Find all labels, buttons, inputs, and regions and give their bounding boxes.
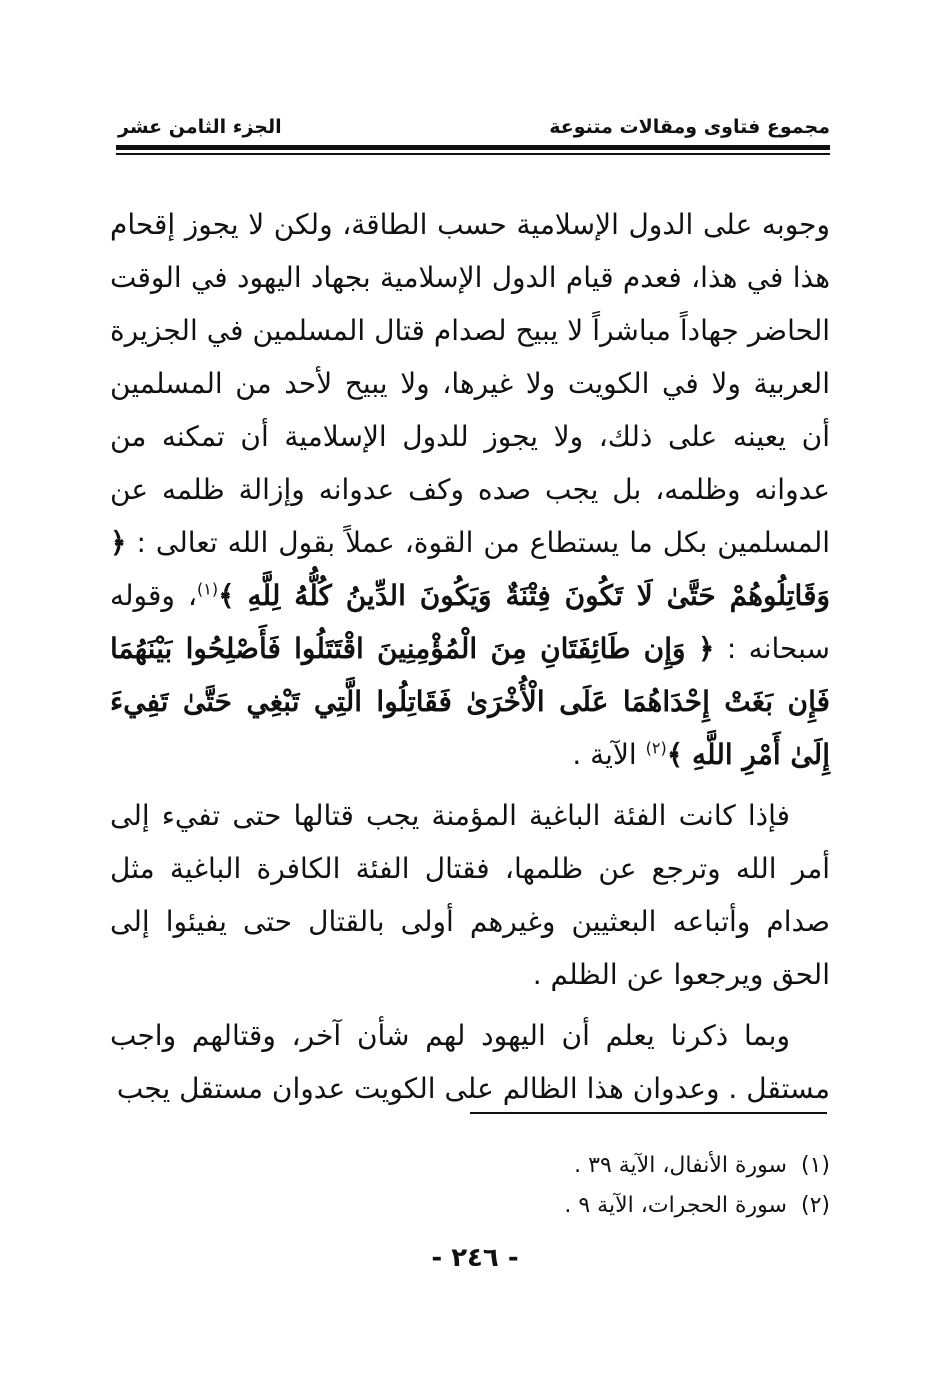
quran-verse-1: وَقَاتِلُوهُمْ حَتَّىٰ لَا تَكُونَ فِتْنَةٌ وَيَكُونَ الدِّينُ كُلُّهُ لِلَّهِ bbox=[247, 579, 830, 612]
page-number: - ٢٤٦ - bbox=[431, 1243, 519, 1273]
header-rule-thin bbox=[116, 153, 830, 155]
footnote-1 bbox=[230, 1146, 830, 1186]
running-header bbox=[118, 112, 830, 148]
paragraph-1-text-c: الآية . bbox=[572, 738, 637, 771]
header-rule-thick bbox=[116, 145, 830, 150]
footnotes bbox=[230, 1146, 830, 1226]
main-text bbox=[110, 198, 830, 1115]
footnote-1-number: (١) bbox=[800, 1153, 830, 1178]
footnote-2 bbox=[230, 1186, 830, 1226]
volume-label: الجزء الثامن عشر bbox=[118, 116, 282, 138]
book-title: مجموع فتاوى ومقالات متنوعة bbox=[549, 116, 830, 138]
paragraph-1 bbox=[110, 198, 830, 781]
footnote-ref-2: (٢) bbox=[645, 738, 667, 758]
paragraph-2: فإذا كانت الفئة الباغية المؤمنة يجب قتالها حتى تفيء إلى أمر الله وترجع عن ظلمها، فقتال الفئة الكافرة الباغية مثل صدام وأتباعه البعثيين وغيرهم أولى بالقتال حتى يفيئوا إلى الحق ويرجعوا عن الظلم . bbox=[110, 799, 830, 991]
quran-brace-close: ﴾ bbox=[218, 579, 235, 612]
paragraph-1-text-b: ، وقوله سبحانه : bbox=[110, 579, 830, 665]
footnote-separator bbox=[470, 1112, 827, 1114]
quran-brace-close-2: ﴾ bbox=[666, 738, 684, 771]
paragraph-1-text-a: وجوبه على الدول الإسلامية حسب الطاقة، ولكن لا يجوز إقحام هذا في هذا، فعدم قيام الدول الإسلامية بجهاد اليهود في الوقت الحاضر جهاداً مباشراً لا يبيح لصدام قتال المسلمين في الجزيرة العربية ولا في الكويت ولا غيرها، ولا يبيح لأحد من المسلمين أن يعينه على ذلك، ولا يجوز للدول الإسلامية أن تمكنه من عدوانه وظلمه، بل يجب صده وكف عدوانه وإزالة ظلمه عن المسلمين بكل ما يستطاع من القوة، عملاً بقول الله تعالى : bbox=[110, 208, 831, 559]
footnote-ref-1: (١) bbox=[197, 579, 219, 599]
quran-verse-2: وَإِن طَائِفَتَانِ مِنَ الْمُؤْمِنِينَ اقْتَتَلُوا فَأَصْلِحُوا بَيْنَهُمَا فَإِن بَغَتْ إِحْدَاهُمَا عَلَى الْأُخْرَىٰ فَقَاتِلُوا الَّتِي تَبْغِي حَتَّىٰ تَفِيءَ إِلَىٰ أَمْرِ اللَّهِ bbox=[110, 632, 830, 771]
footnote-2-number: (٢) bbox=[800, 1193, 830, 1218]
footnote-1-text: سورة الأنفال، الآية ٣٩ . bbox=[574, 1153, 787, 1178]
quran-brace-open: ﴿ bbox=[110, 526, 127, 559]
paragraph-3: وبما ذكرنا يعلم أن اليهود لهم شأن آخر، وقتالهم واجب مستقل . وعدوان هذا الظالم على الكويت عدوان مستقل يجب bbox=[110, 1019, 830, 1105]
quran-brace-open-2: ﴿ bbox=[697, 632, 715, 665]
footnote-2-text: سورة الحجرات، الآية ٩ . bbox=[564, 1193, 787, 1218]
